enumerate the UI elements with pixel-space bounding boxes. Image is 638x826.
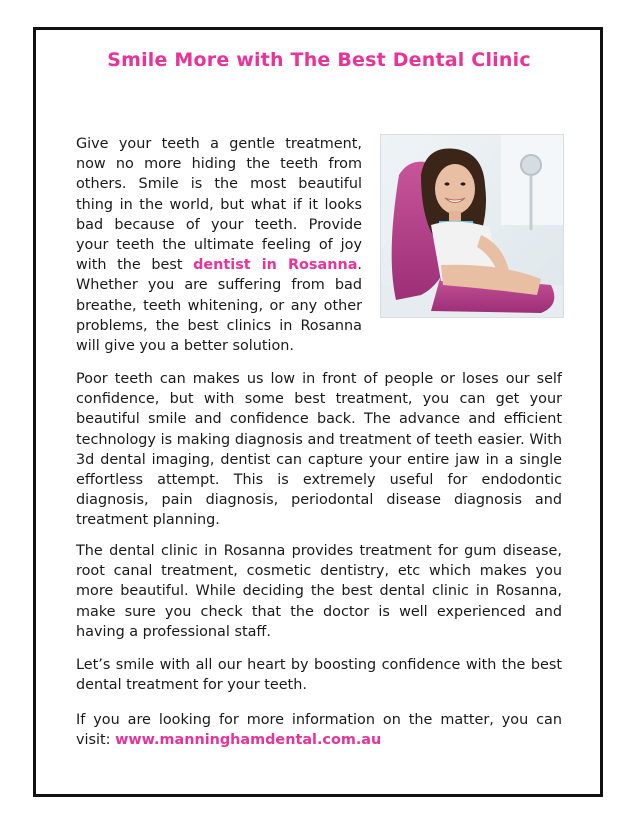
visit-paragraph: [76, 710, 562, 750]
imaging-paragraph: Poor teeth can makes us low in front of people or loses our self confidence, but with some best treatment, you can get your beautiful smile and confidence back. The advance and efficient technology is making diagnosis and treatment of teeth easier. With 3d dental imaging, dentist can capture your entire jaw in a single effortless attempt. This is extremely useful for endodontic diagnosis, pain diagnosis, periodontal disease diagnosis and treatment planning.: [76, 371, 562, 529]
smile-paragraph: Let’s smile with all our heart by boosting confidence with the best dental treatment for your teeth.: [76, 657, 562, 694]
intro-text-before: Give your teeth a gentle treatment, now no more hiding the teeth from others. Smile is the most beautiful thing in the world, but what if it looks bad because of your teeth. Provide your teeth the ultimate feeling of joy with the best: [76, 136, 362, 274]
treatments-paragraph: The dental clinic in Rosanna provides treatment for gum disease, root canal treatment, cosmetic dentistry, etc which makes you more beautiful. While deciding the best dental clinic in Rosanna, make sure you check that the doctor is well experienced and having a professional staff.: [76, 543, 562, 640]
intro-paragraph: [76, 134, 362, 356]
website-link[interactable]: www.manninghamdental.com.au: [115, 732, 382, 749]
visit-text: If you are looking for more information on the matter, you can visit:: [76, 712, 562, 749]
woman-in-dental-chair-photo: [380, 134, 564, 318]
dentist-in-rosanna-link[interactable]: dentist in Rosanna: [193, 257, 358, 274]
intro-text-after: . Whether you are suffering from bad breathe, teeth whitening, or any other problems, the best clinics in Rosanna will give you a better solution.: [76, 257, 362, 355]
page-title: Smile More with The Best Dental Clinic: [107, 49, 531, 71]
